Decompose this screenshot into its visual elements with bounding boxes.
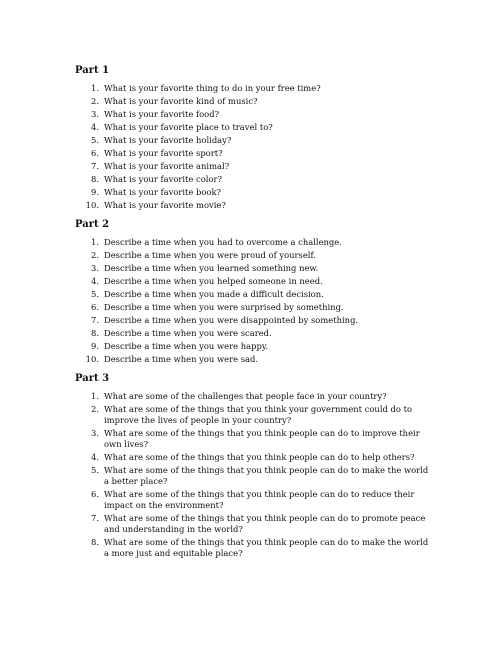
list-item-text: What are some of the things that you think people can do to make the world a more just and equitable place? bbox=[104, 537, 429, 558]
list-item bbox=[75, 109, 462, 120]
list-item-text: What are some of the things that you think people can do to reduce their impact on the environment? bbox=[104, 489, 415, 510]
list-item-number: 6. bbox=[91, 148, 99, 158]
list-item-number: 4. bbox=[91, 452, 99, 462]
list-item-number: 5. bbox=[91, 289, 99, 299]
list-item-text: Describe a time when you were proud of yourself. bbox=[104, 250, 316, 260]
part-1-section bbox=[75, 64, 462, 211]
list-item-text: What are some of the things that you think people can do to help others? bbox=[104, 452, 415, 462]
list-item-number: 2. bbox=[91, 250, 99, 260]
list-item-number: 2. bbox=[91, 404, 99, 414]
list-item-number: 7. bbox=[91, 315, 99, 325]
list-item-text: What is your favorite animal? bbox=[104, 161, 230, 171]
list-item bbox=[75, 391, 462, 402]
list-item bbox=[75, 354, 462, 365]
list-item-text: What is your favorite sport? bbox=[104, 148, 223, 158]
list-item-number: 6. bbox=[91, 489, 99, 499]
list-item bbox=[75, 135, 462, 146]
list-item-text: Describe a time when you had to overcome a challenge. bbox=[104, 237, 342, 247]
list-item bbox=[75, 250, 462, 261]
list-item-number: 6. bbox=[91, 302, 99, 312]
list-item bbox=[75, 122, 462, 133]
part-2-heading: Part 2 bbox=[75, 219, 110, 230]
list-item-text: What is your favorite place to travel to? bbox=[104, 122, 273, 132]
list-item bbox=[75, 315, 462, 326]
list-item-text: What is your favorite kind of music? bbox=[104, 96, 258, 106]
list-item-number: 8. bbox=[91, 328, 99, 338]
list-item-number: 1. bbox=[91, 391, 99, 401]
list-item bbox=[75, 404, 462, 426]
list-item-text: Describe a time when you were happy. bbox=[104, 341, 269, 351]
list-item bbox=[75, 452, 462, 463]
list-item bbox=[75, 302, 462, 313]
list-item bbox=[75, 187, 462, 198]
list-item-number: 3. bbox=[91, 263, 99, 273]
list-item-text: Describe a time when you helped someone in need. bbox=[104, 276, 323, 286]
part-1-question-list bbox=[75, 83, 462, 211]
list-item-text: What are some of the things that you think people can do to improve their own lives? bbox=[104, 428, 420, 449]
list-item-number: 8. bbox=[91, 537, 99, 547]
list-item bbox=[75, 465, 462, 487]
list-item bbox=[75, 148, 462, 159]
list-item-number: 5. bbox=[91, 465, 99, 475]
list-item bbox=[75, 537, 462, 559]
list-item-text: What is your favorite color? bbox=[104, 174, 222, 184]
list-item bbox=[75, 513, 462, 535]
list-item bbox=[75, 96, 462, 107]
list-item-number: 4. bbox=[91, 276, 99, 286]
list-item bbox=[75, 276, 462, 287]
list-item-number: 2. bbox=[91, 96, 99, 106]
list-item-number: 7. bbox=[91, 161, 99, 171]
list-item bbox=[75, 263, 462, 274]
list-item-text: What is your favorite food? bbox=[104, 109, 220, 119]
part-3-question-list bbox=[75, 391, 462, 559]
list-item bbox=[75, 83, 462, 94]
list-item-text: What are some of the challenges that people face in your country? bbox=[104, 391, 387, 401]
list-item-text: What is your favorite book? bbox=[104, 187, 222, 197]
list-item bbox=[75, 174, 462, 185]
part-3-heading: Part 3 bbox=[75, 373, 110, 384]
part-3-section bbox=[75, 372, 462, 559]
list-item-number: 3. bbox=[91, 428, 99, 438]
list-item-text: What is your favorite holiday? bbox=[104, 135, 232, 145]
list-item-text: What are some of the things that you think your government could do to improve the lives of people in your country? bbox=[104, 404, 412, 425]
list-item bbox=[75, 428, 462, 450]
list-item bbox=[75, 237, 462, 248]
list-item bbox=[75, 289, 462, 300]
list-item bbox=[75, 328, 462, 339]
list-item-text: What are some of the things that you think people can do to make the world a better place? bbox=[104, 465, 429, 486]
list-item-number: 5. bbox=[91, 135, 99, 145]
part-2-section bbox=[75, 218, 462, 365]
list-item-number: 4. bbox=[91, 122, 99, 132]
list-item bbox=[75, 489, 462, 511]
list-item-text: Describe a time when you were surprised by something. bbox=[104, 302, 344, 312]
part-1-heading: Part 1 bbox=[75, 65, 110, 76]
list-item-text: What is your favorite thing to do in your free time? bbox=[104, 83, 321, 93]
list-item-number: 10. bbox=[85, 354, 99, 364]
list-item-number: 9. bbox=[91, 341, 99, 351]
list-item-number: 10. bbox=[85, 200, 99, 210]
list-item-text: What is your favorite movie? bbox=[104, 200, 226, 210]
list-item-number: 3. bbox=[91, 109, 99, 119]
list-item-text: Describe a time when you made a difficult decision. bbox=[104, 289, 324, 299]
list-item-text: Describe a time when you were scared. bbox=[104, 328, 272, 338]
list-item-number: 9. bbox=[91, 187, 99, 197]
list-item bbox=[75, 161, 462, 172]
list-item bbox=[75, 341, 462, 352]
list-item-text: Describe a time when you learned something new. bbox=[104, 263, 319, 273]
list-item-number: 1. bbox=[91, 237, 99, 247]
part-2-question-list bbox=[75, 237, 462, 365]
list-item-number: 7. bbox=[91, 513, 99, 523]
list-item-number: 8. bbox=[91, 174, 99, 184]
list-item-text: Describe a time when you were disappointed by something. bbox=[104, 315, 359, 325]
list-item-number: 1. bbox=[91, 83, 99, 93]
list-item-text: What are some of the things that you think people can do to promote peace and understanding in the world? bbox=[104, 513, 426, 534]
list-item bbox=[75, 200, 462, 211]
list-item-text: Describe a time when you were sad. bbox=[104, 354, 259, 364]
